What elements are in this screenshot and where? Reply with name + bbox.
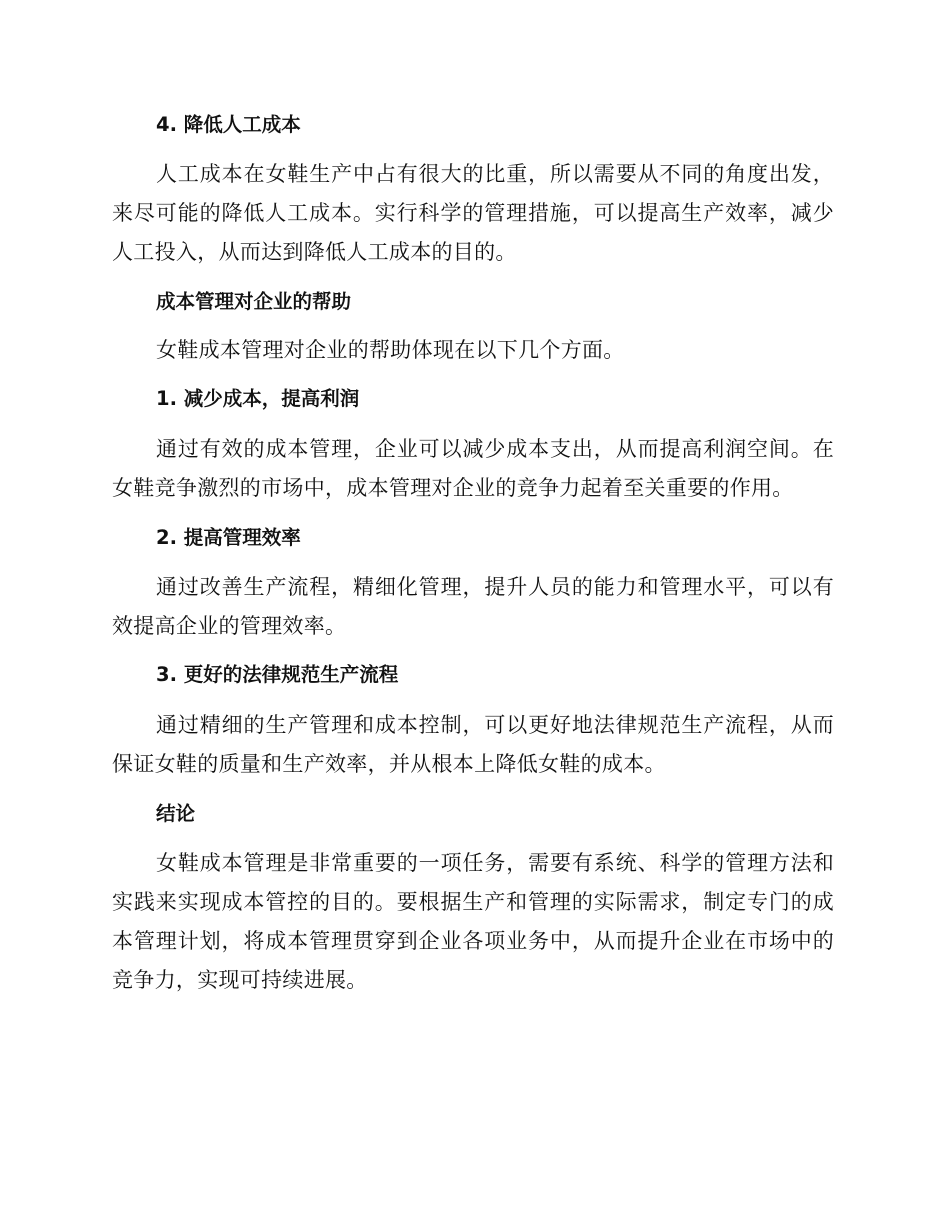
section-paragraph-benefits: 女鞋成本管理对企业的帮助体现在以下几个方面。 [156, 338, 625, 362]
section-heading-conclusion: 结论 [156, 802, 196, 825]
section-heading-benefit-2: 2. 提高管理效率 [156, 526, 301, 549]
section-heading-benefits: 成本管理对企业的帮助 [156, 290, 352, 313]
section-paragraph-benefit-3: 通过精细的生产管理和成本控制，可以更好地法律规范生产流程，从而保证女鞋的质量和生产效率，并从根本上降低女鞋的成本。 [112, 713, 834, 776]
section-paragraph-reduce-labor: 人工成本在女鞋生产中占有很大的比重，所以需要从不同的角度出发，来尽可能的降低人工成本。实行科学的管理措施，可以提高生产效率，减少人工投入，从而达到降低人工成本的目的。 [112, 162, 834, 264]
section-paragraph-benefit-1: 通过有效的成本管理，企业可以减少成本支出，从而提高利润空间。在女鞋竞争激烈的市场中，成本管理对企业的竞争力起着至关重要的作用。 [112, 437, 834, 500]
section-heading-benefit-3: 3. 更好的法律规范生产流程 [156, 663, 399, 686]
section-paragraph-benefit-2: 通过改善生产流程，精细化管理，提升人员的能力和管理水平，可以有效提高企业的管理效率。 [112, 575, 834, 638]
section-heading-reduce-labor: 4. 降低人工成本 [156, 113, 301, 136]
section-heading-benefit-1: 1. 减少成本，提高利润 [156, 387, 360, 410]
document-page [112, 108, 834, 1000]
section-paragraph-conclusion: 女鞋成本管理是非常重要的一项任务，需要有系统、科学的管理方法和实践来实现成本管控的目的。要根据生产和管理的实际需求，制定专门的成本管理计划，将成本管理贯穿到企业各项业务中，从而提升企业在市场中的竞争力，实现可持续进展。 [112, 851, 834, 992]
